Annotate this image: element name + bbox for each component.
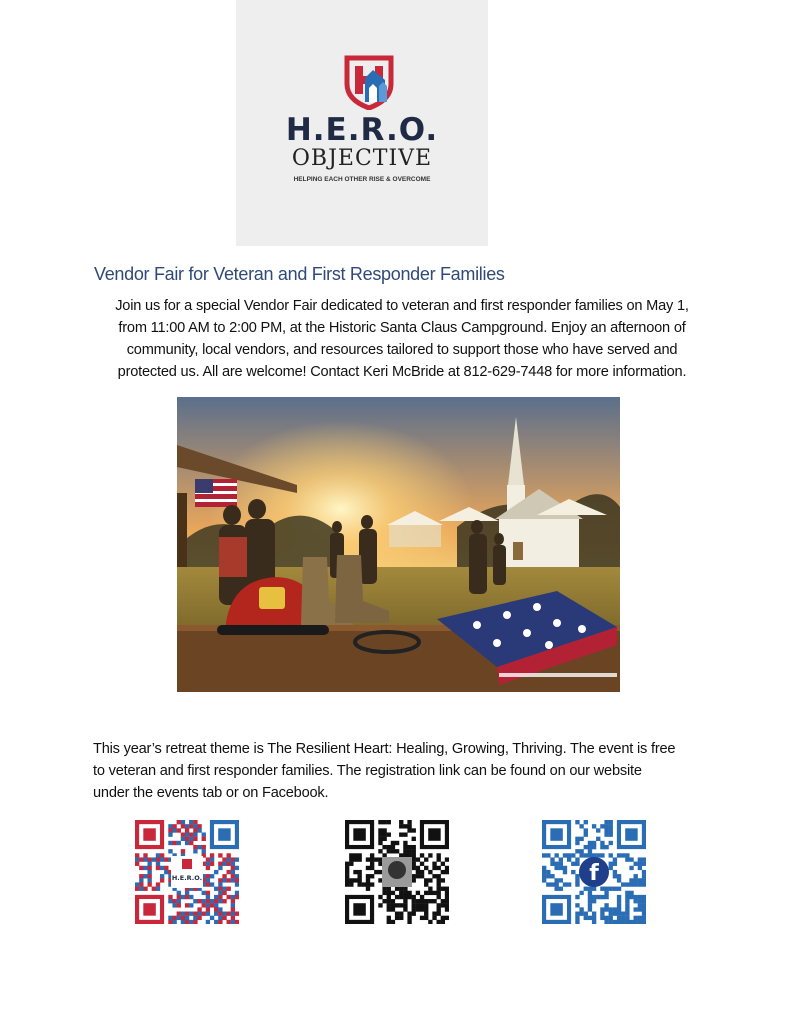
theme-line: to veteran and first responder families. The registration link can be found on our website <box>93 763 642 779</box>
intro-line: community, local vendors, and resources tailored to support those who have served and <box>126 342 678 358</box>
intro-line: protected us. All are welcome! Contact Keri McBride at 812-629-7448 for more information. <box>117 364 687 380</box>
theme-line: This year’s retreat theme is The Resilient Heart: Healing, Growing, Thriving. The event is free <box>93 741 676 757</box>
qr-facebook[interactable] <box>542 820 646 924</box>
theme-paragraph <box>93 738 733 804</box>
logo-tagline: HELPING EACH OTHER RISE & OVERCOME <box>293 176 431 183</box>
qr-code-icon <box>345 820 449 924</box>
qr-code-icon <box>135 820 239 924</box>
logo-title: H.E.R.O. <box>285 112 439 148</box>
hero-shield-icon <box>341 54 397 110</box>
intro-paragraph <box>88 295 716 383</box>
facebook-letter: f <box>589 861 599 886</box>
event-photo <box>177 397 620 692</box>
intro-line: from 11:00 AM to 2:00 PM, at the Historic Santa Claus Campground. Enjoy an afternoon of <box>118 320 686 336</box>
event-scene-image <box>177 397 620 692</box>
theme-line: under the events tab or on Facebook. <box>93 785 329 801</box>
qr-logo-text: H.E.R.O. <box>171 874 203 882</box>
qr-code-icon <box>542 820 646 924</box>
logo-panel <box>236 0 488 246</box>
page-title: Vendor Fair for Veteran and First Responder Families <box>94 264 505 284</box>
qr-registration[interactable] <box>345 820 449 924</box>
qr-website[interactable] <box>135 820 239 924</box>
logo-subtitle: OBJECTIVE <box>291 146 433 171</box>
intro-line: Join us for a special Vendor Fair dedicated to veteran and first responder families on May 1, <box>115 298 689 314</box>
